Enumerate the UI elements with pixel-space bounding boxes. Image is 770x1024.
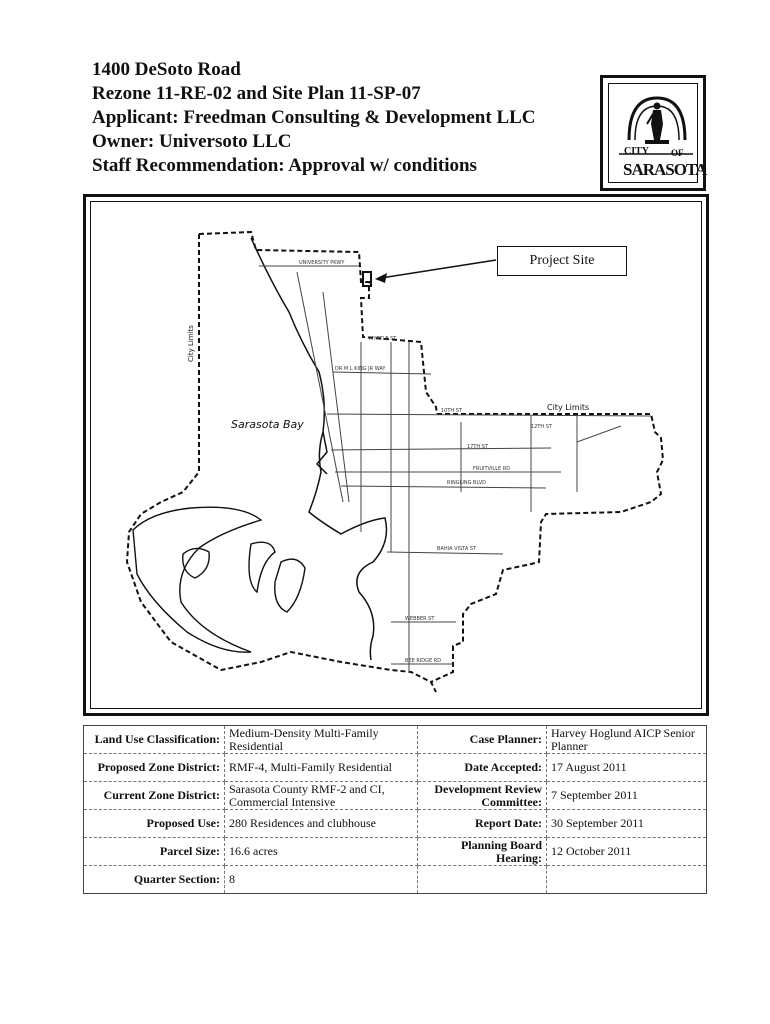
label-report-date: Report Date:	[418, 810, 547, 838]
applicant: Applicant: Freedman Consulting & Development LLC	[92, 107, 536, 128]
value-drc: 7 September 2011	[547, 782, 707, 810]
island-1	[275, 559, 305, 612]
logo-border	[608, 83, 707, 183]
street-label-university: UNIVERSITY PKWY	[299, 260, 345, 266]
label-parcel-size: Parcel Size:	[84, 838, 225, 866]
location-map-frame	[83, 194, 709, 716]
report-header	[92, 58, 592, 178]
label-planning-board: Planning Board Hearing:	[418, 838, 547, 866]
case-numbers: Rezone 11-RE-02 and Site Plan 11-SP-07	[92, 83, 421, 104]
street-label-bee-ridge: BEE RIDGE RD	[405, 658, 442, 664]
value-date-accepted: 17 August 2011	[547, 754, 707, 782]
value-parcel-size: 16.6 acres	[225, 838, 418, 866]
label-quarter-section: Quarter Section:	[84, 866, 225, 894]
table-row	[84, 866, 707, 894]
label-case-planner: Case Planner:	[418, 726, 547, 754]
sarasota-bay-label: Sarasota Bay	[231, 418, 304, 431]
street-label-bahia: BAHIA VISTA ST	[437, 546, 477, 552]
street-label-webber: WEBBER ST	[405, 616, 435, 622]
table-row	[84, 838, 707, 866]
table-row	[84, 754, 707, 782]
street-label-myrtle: MYRTLE ST	[369, 336, 397, 342]
staff-recommendation: Staff Recommendation: Approval w/ conditions	[92, 155, 477, 176]
table-row	[84, 726, 707, 754]
empty-label-cell	[418, 866, 547, 894]
street-label-ringling: RINGLING BLVD	[447, 480, 486, 486]
value-land-use: Medium-Density Multi-Family Residential	[225, 726, 418, 754]
island-2	[249, 542, 275, 592]
street-label-mlk: DR M L KING JR WAY	[335, 366, 386, 372]
city-limits-right-label: City Limits	[547, 403, 590, 412]
value-proposed-use: 280 Residences and clubhouse	[225, 810, 418, 838]
label-land-use: Land Use Classification:	[84, 726, 225, 754]
owner: Owner: Universoto LLC	[92, 131, 292, 152]
project-site-callout: Project Site	[497, 246, 627, 276]
logo-word-city: CITY	[624, 146, 650, 157]
street-grid	[259, 266, 651, 672]
city-seal-logo	[600, 75, 706, 191]
callout-arrow	[381, 260, 496, 278]
value-case-planner: Harvey Hoglund AICP Senior Planner	[547, 726, 707, 754]
street-label-12th: 12TH ST	[531, 424, 552, 430]
arrowhead-icon	[375, 273, 387, 283]
label-date-accepted: Date Accepted:	[418, 754, 547, 782]
value-planning-board: 12 October 2011	[547, 838, 707, 866]
street-label-10th: 10TH ST	[441, 408, 462, 414]
table-row	[84, 782, 707, 810]
value-report-date: 30 September 2011	[547, 810, 707, 838]
logo-word-sarasota: SARASOTA	[623, 160, 707, 179]
label-proposed-use: Proposed Use:	[84, 810, 225, 838]
value-proposed-zone: RMF-4, Multi-Family Residential	[225, 754, 418, 782]
city-map-drawing	[91, 202, 702, 709]
table-row	[84, 810, 707, 838]
project-site-parcel	[363, 272, 371, 286]
label-drc: Development Review Committee:	[418, 782, 547, 810]
logo-word-of: OF	[671, 148, 684, 158]
street-label-fruitville: FRUITVILLE RD	[473, 466, 511, 472]
label-current-zone: Current Zone District:	[84, 782, 225, 810]
value-current-zone: Sarasota County RMF-2 and CI, Commercial Intensive	[225, 782, 418, 810]
street-label-17th: 17TH ST	[467, 444, 488, 450]
barrier-island	[133, 507, 261, 652]
location-map	[90, 201, 702, 709]
city-limits-boundary	[127, 234, 436, 692]
project-info-table	[83, 725, 707, 894]
city-limits-left-label: City Limits	[187, 325, 195, 362]
value-quarter-section: 8	[225, 866, 418, 894]
shoreline	[251, 238, 387, 660]
label-proposed-zone: Proposed Zone District:	[84, 754, 225, 782]
site-address: 1400 DeSoto Road	[92, 59, 241, 80]
empty-value-cell	[547, 866, 707, 894]
